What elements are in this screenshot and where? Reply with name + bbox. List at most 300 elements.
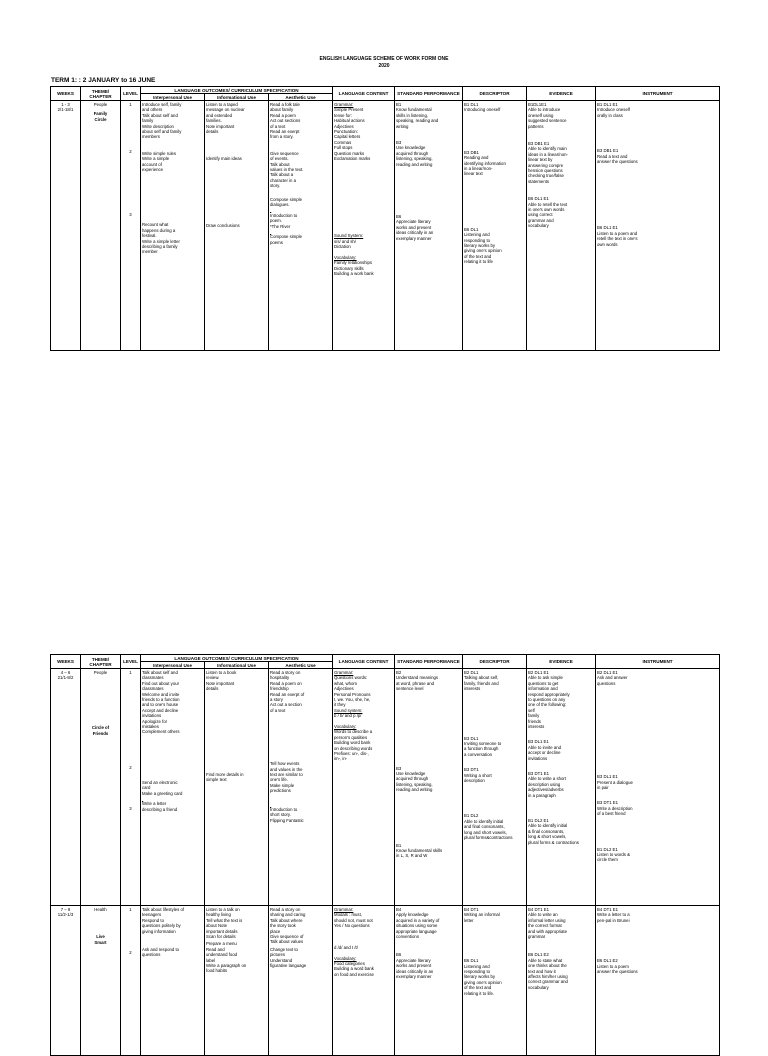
cell-text-line: Building word bank <box>334 740 371 746</box>
cell-text-line: Able to identify initial <box>464 818 504 824</box>
cell-text-line: B2 DL1 E1 <box>528 669 549 675</box>
cell-block <box>528 196 594 228</box>
cell-text-line: poem. <box>270 218 282 224</box>
cell-text-line: person's qualities <box>334 734 368 740</box>
cell-text-line: about Note <box>206 923 228 929</box>
cell-text-line: friendship <box>270 686 289 692</box>
cell-text-line: B3 DL1 <box>464 735 479 741</box>
cell-text-line: and to one's house <box>142 702 179 708</box>
cell-text-line: label <box>206 957 216 963</box>
standard-cell <box>395 669 463 906</box>
cell-block <box>464 767 525 783</box>
cell-text-line: reading and writing <box>396 787 433 793</box>
header-informational: Informational Use <box>205 94 269 101</box>
cell-block <box>270 947 331 969</box>
cell-text-line: writing <box>396 123 409 129</box>
cell-text-line: Sound system: <box>334 707 363 713</box>
cell-block <box>464 227 525 265</box>
cell-text-line: Talking about self, <box>464 675 499 681</box>
cell-text-line: Flipping Fantastic <box>270 817 304 823</box>
header-standard: STANDARD PERFORMANCE <box>395 87 463 101</box>
cell-text-line: Family relationships <box>334 260 373 266</box>
cell-text-line: Tell what the text is <box>206 917 243 923</box>
cell-text-line: self <box>528 707 535 713</box>
cell-text-line: Listen to words & <box>597 851 630 857</box>
cell-text-line: Write a paragraph on <box>206 962 247 968</box>
cell-text-line: Able to state what <box>528 957 563 963</box>
cell-block <box>396 907 461 939</box>
cell-text-line: ideas critically in an <box>396 968 434 974</box>
cell-text-line: Introduction to <box>270 212 298 218</box>
cell-block <box>122 765 139 770</box>
cell-text-line: simple text <box>206 776 227 782</box>
cell-text-line: affects him/her using <box>528 973 568 979</box>
cell-block <box>122 149 139 154</box>
standard-cell <box>395 906 463 1056</box>
cell-text-line: B6 DL1 E2 <box>528 952 549 958</box>
cell-text-line: Read a poem <box>270 112 296 118</box>
cell-text-line: of the text and <box>464 253 492 259</box>
cell-text-line: Smart <box>94 939 107 945</box>
cell-text-line: details <box>206 686 219 692</box>
cell-text-line: Listening and <box>464 232 490 238</box>
cell-text-line: B6 DL1 <box>464 958 479 964</box>
cell-text-line: Identify main ideas <box>206 156 242 162</box>
header-evidence: EVIDENCE <box>527 87 596 101</box>
cell-text-line: Recount what <box>142 222 169 228</box>
term-label: TERM 1: : 2 JANUARY to 16 JUNE <box>51 77 156 84</box>
cell-text-line: Write simple rules <box>142 150 177 156</box>
cell-block <box>396 766 461 793</box>
cell-text-line: vocabulary <box>528 984 549 990</box>
cell-text-line: friends to a function <box>142 696 180 702</box>
cell-text-line: Present a dialogue <box>597 779 633 785</box>
cell-text-line: Vocabulary: <box>334 955 357 961</box>
cell-text-line: Talk about self and <box>142 669 178 675</box>
cell-text-line: at word, phrase and <box>396 680 435 686</box>
cell-text-line: information and <box>528 686 558 692</box>
cell-text-line: festival. <box>142 233 157 239</box>
cell-text-line: pen-pal in Brunei <box>597 917 630 923</box>
theme-cell <box>81 101 121 351</box>
cell-text-line: Write a simple letter <box>142 238 180 244</box>
cell-text-line: Live <box>96 934 105 940</box>
cell-block <box>464 907 525 923</box>
cell-text-line: Introduce oneself <box>597 107 630 113</box>
cell-block <box>597 847 718 863</box>
cell-block <box>528 670 594 729</box>
cell-text-line: Read a story on <box>270 906 301 912</box>
theme-cell <box>81 906 121 1056</box>
cell-text-line: grammar <box>528 933 546 939</box>
cell-text-line: Inviting someone to <box>464 740 502 746</box>
cell-text-line: Read an exerpt <box>270 128 300 134</box>
cell-text-line: text are similar to <box>270 771 303 777</box>
aesthetic-cell <box>269 906 333 1056</box>
cell-text-line: Welcome and invite <box>142 691 180 697</box>
cell-block <box>122 806 139 811</box>
cell-block <box>206 670 267 692</box>
cell-text-line: one's life. <box>270 777 289 783</box>
cell-text-line: predictions <box>270 788 291 794</box>
cell-text-line: of the text and <box>464 985 492 991</box>
cell-block <box>206 102 267 134</box>
cell-text-line: friends <box>528 718 541 724</box>
cell-text-line: I, we. You, she, he, <box>334 696 371 702</box>
cell-text-line: Able to write a short <box>528 776 567 782</box>
cell-block <box>122 907 139 912</box>
cell-text-line: B3 DT1 E1 <box>597 800 619 806</box>
cell-text-line: Able to invite and <box>528 744 561 750</box>
evidence-cell <box>527 906 596 1056</box>
cell-text-line: member <box>142 249 158 255</box>
cell-text-line: family, friends and <box>464 680 499 686</box>
cell-text-line: situations using some <box>396 923 438 929</box>
cell-text-line: Adjectives <box>334 686 354 692</box>
level-cell <box>121 669 141 906</box>
cell-text-line: orally in class <box>597 112 623 118</box>
cell-text-line: happens during a <box>142 227 176 233</box>
cell-text-line: 11/2-1/3 <box>57 912 74 918</box>
cell-text-line: Able to retell the text <box>528 201 568 207</box>
cell-text-line: and final consonants, <box>464 824 505 830</box>
cell-block <box>142 907 203 934</box>
cell-text-line: informal letter using <box>528 917 566 923</box>
document-title: ENGLISH LANGUAGE SCHEME OF WORK FORM ONE <box>319 56 449 62</box>
cell-text-line: Reading and <box>464 155 489 161</box>
cell-text-line: and extended <box>206 112 233 118</box>
cell-text-line: Write a letter to a <box>597 912 630 918</box>
cell-text-line: Act out sections <box>270 118 301 124</box>
cell-text-line: reading and writing <box>396 161 433 167</box>
cell-text-line: of a text <box>270 123 286 129</box>
cell-text-line: Grammar: <box>334 669 354 675</box>
informational-cell <box>205 906 269 1056</box>
cell-block <box>597 670 718 686</box>
cell-block <box>334 233 393 276</box>
cell-text-line: sharing and caring <box>270 912 306 918</box>
cell-text-line: Write description <box>142 123 174 129</box>
cell-text-line: Adjectives <box>334 123 354 129</box>
cell-text-line: figurative language <box>270 962 307 968</box>
cell-text-line: Prefixes: un-, dis-, <box>334 751 369 756</box>
cell-block <box>396 843 461 859</box>
cell-text-line: a conversation <box>464 751 492 757</box>
interpersonal-cell <box>141 669 205 906</box>
cell-text-line: B3 DT1 <box>464 767 479 773</box>
cell-text-line: values in the text. <box>270 166 304 172</box>
aesthetic-cell <box>269 669 333 906</box>
cell-block <box>142 222 203 254</box>
level-cell <box>121 101 141 351</box>
cell-text-line: B3 <box>396 139 402 145</box>
cell-text-line: Introduce self, family <box>142 101 182 107</box>
cell-text-line: works and present <box>396 224 432 230</box>
cell-text-line: Capital letters <box>334 134 361 140</box>
cell-text-line: Tell how events <box>270 761 300 767</box>
header-level: LEVEL <box>121 655 141 669</box>
cell-text-line: Talk about values <box>270 939 304 945</box>
cell-text-line: should not, must not <box>334 917 373 923</box>
cell-text-line: classmates <box>142 686 164 692</box>
cell-text-line: family <box>528 713 540 719</box>
cell-text-line: Prepare a menu <box>206 941 237 947</box>
cell-text-line: B6 <box>396 213 402 219</box>
descriptor-cell <box>463 669 527 906</box>
cell-text-line: Understand meanings <box>396 675 439 681</box>
header-aesthetic: Aesthetic Use <box>269 662 333 669</box>
cell-block <box>122 102 139 107</box>
cell-block <box>597 958 718 974</box>
cell-text-line: Listen to a talk on <box>206 906 240 912</box>
cell-text-line: and values in the <box>270 766 303 772</box>
cell-text-line: interests <box>464 686 481 692</box>
cell-text-line: 2/1-18/1 <box>57 107 74 113</box>
cell-text-line: Building a word bank <box>334 966 374 972</box>
cell-text-line: describing a family <box>142 244 178 249</box>
cell-text-line: patterns <box>528 123 544 129</box>
cell-text-line: B1DL1E1 <box>528 101 547 107</box>
cell-text-line: Full stops <box>334 145 353 151</box>
table-row <box>51 906 720 1056</box>
cell-text-line: Scan for details <box>206 933 236 939</box>
cell-text-line: on food and exercise <box>334 971 374 977</box>
cell-text-line: grammar and <box>528 217 554 223</box>
cell-text-line: Circle <box>94 116 107 122</box>
cell-text-line: food habits <box>206 968 228 974</box>
header-theme: THEME/ CHAPTER <box>81 87 121 101</box>
cell-text-line: Able to ask simple <box>528 675 563 681</box>
cell-text-line: Writing an informal <box>464 912 500 918</box>
cell-text-line: a function through <box>464 746 499 752</box>
cell-text-line: Write a letter <box>142 801 167 807</box>
cell-block <box>464 150 525 177</box>
cell-text-line: Able to introduce <box>528 107 561 113</box>
cell-block <box>528 907 594 939</box>
theme-cell <box>81 669 121 906</box>
cell-text-line: Use knowledge <box>396 145 426 151</box>
cell-text-line: 1 <box>129 669 132 675</box>
cell-text-line: Talk about a <box>270 172 294 178</box>
cell-text-line: B3 DB1 <box>464 149 479 155</box>
cell-block <box>122 212 139 217</box>
cell-text-line: Personal Pronouns <box>334 691 371 697</box>
informational-cell <box>205 101 269 351</box>
cell-text-line: Able to write an <box>528 912 558 918</box>
cell-text-line: relating it to life <box>464 259 493 265</box>
cell-text-line: Read an exerpt of <box>270 691 305 697</box>
cell-block <box>597 774 718 790</box>
cell-text-line: *The River <box>270 223 291 229</box>
cell-text-line: in pair <box>597 784 609 790</box>
cell-block <box>142 102 203 140</box>
document-year: 2020 <box>378 63 390 69</box>
cell-text-line: acquired through <box>396 776 429 782</box>
cell-block <box>396 670 461 692</box>
cell-text-line: place <box>270 928 281 934</box>
cell-text-line: questions <box>142 952 161 958</box>
table-row <box>51 669 720 906</box>
cell-text-line: Exclamation marks <box>334 155 371 161</box>
cell-text-line: Introduction to <box>270 807 298 812</box>
standard-cell <box>395 101 463 351</box>
cell-text-line: long & short vowels, <box>528 834 567 840</box>
cell-text-line: Building a work bank <box>334 271 374 277</box>
cell-text-line: Yes / No questions <box>334 923 370 929</box>
cell-text-line: a story <box>270 696 283 702</box>
cell-text-line: linear text by <box>528 157 553 163</box>
cell-text-line: Listen to a taped <box>206 101 238 107</box>
cell-text-line: Act out a section <box>270 702 302 708</box>
weeks-cell <box>51 906 81 1056</box>
cell-text-line: about self and family <box>142 128 182 134</box>
cell-text-line: letter <box>464 917 474 923</box>
header-descriptor: DESCRIPTOR <box>463 87 527 101</box>
cell-text-line: Understand <box>270 957 293 963</box>
cell-text-line: the correct format <box>528 923 562 929</box>
cell-block <box>270 197 331 246</box>
cell-text-line: Apply knowledge <box>396 912 429 918</box>
cell-text-line: hospitality <box>270 675 290 681</box>
cell-block <box>142 780 203 812</box>
cell-text-line: about family <box>270 107 294 113</box>
cell-text-line: hension questions <box>528 167 563 173</box>
cell-text-line: to questions on any <box>528 696 566 702</box>
cell-text-line: of events. <box>270 156 289 162</box>
cell-text-line: Habitual actions <box>334 118 365 124</box>
cell-text-line: linear text <box>464 171 483 177</box>
header-row <box>51 655 720 662</box>
cell-block <box>122 950 139 955</box>
cell-text-line: Apologize for <box>142 718 168 724</box>
cell-text-line: vocabulary <box>528 223 549 229</box>
cell-text-line: correct grammar and <box>528 979 568 985</box>
cell-text-line: listening, speaking, <box>396 781 433 787</box>
cell-text-line: Make simple <box>270 782 295 788</box>
cell-text-line: Know fundamental skills <box>396 847 443 853</box>
cell-text-line: Grammar: <box>334 906 354 912</box>
cell-text-line: Writing a short <box>464 772 492 778</box>
cell-block <box>206 223 267 228</box>
cell-text-line: classmates <box>142 675 164 681</box>
table-row <box>51 101 720 351</box>
cell-block <box>528 739 594 761</box>
content-cell <box>333 906 395 1056</box>
cell-text-line: works and present <box>396 963 432 969</box>
cell-text-line: 2 <box>129 950 132 956</box>
header-weeks: WEEKS <box>51 87 81 101</box>
cell-text-line: Talk about self and <box>142 112 178 118</box>
cell-text-line: questions politely by <box>142 923 181 929</box>
cell-text-line: 2 <box>129 765 132 771</box>
cell-block <box>597 148 718 164</box>
cell-text-line: card <box>142 785 151 791</box>
cell-text-line: description using <box>528 781 561 787</box>
header-aesthetic: Aesthetic Use <box>269 94 333 101</box>
descriptor-cell <box>463 101 527 351</box>
cell-text-line: invitations <box>142 713 162 719</box>
cell-text-line: 2 <box>129 149 132 155</box>
cell-text-line: Read a poem on <box>270 680 302 686</box>
cell-text-line: Listening and <box>464 963 490 969</box>
cell-block <box>528 952 594 990</box>
cell-text-line: questions to get <box>528 680 559 686</box>
cell-text-line: B4 DT1 E1 <box>528 906 550 912</box>
cell-text-line: B1 DL2 <box>464 813 479 819</box>
cell-text-line: using correct <box>528 212 553 218</box>
cell-text-line: skills in listening, <box>396 112 429 118</box>
cell-text-line: in L, S, R and W <box>396 853 428 859</box>
cell-text-line: Vocabulary: <box>334 255 357 260</box>
cell-text-line: Read and <box>206 946 225 952</box>
cell-text-line: one thinks about the <box>528 963 567 969</box>
cell-block <box>270 670 331 713</box>
cell-text-line: text and how it <box>528 968 556 974</box>
cell-text-line: s/s/ and sh/ <box>334 238 357 244</box>
cell-block <box>464 736 525 758</box>
header-evidence: EVIDENCE <box>527 655 596 669</box>
header-interpersonal: Interpersonal Use <box>141 94 205 101</box>
cell-text-line: Sound System: <box>334 233 364 239</box>
cell-text-line: Health <box>94 906 107 912</box>
cell-text-line: B2 <box>396 669 402 675</box>
cell-text-line: short story. <box>270 812 291 818</box>
cell-block <box>206 941 267 973</box>
cell-block <box>597 907 718 923</box>
cell-text-line: 1 <box>129 906 132 912</box>
cell-text-line: message on nuclear <box>206 107 245 113</box>
cell-text-line: review. <box>206 675 220 681</box>
scheme-table-term1 <box>50 86 720 351</box>
cell-text-line: Make a greeting card <box>142 790 183 796</box>
content-cell <box>333 101 395 351</box>
cell-block <box>206 772 267 783</box>
cell-text-line: Ask and respond to <box>142 946 180 952</box>
cell-block <box>464 670 525 692</box>
cell-text-line: Commas <box>334 139 352 145</box>
cell-text-line: ideas in a linear/non- <box>528 151 568 157</box>
cell-text-line: conventions <box>396 933 419 939</box>
cell-text-line: Simple Present <box>334 107 364 113</box>
cell-text-line: from a story. <box>270 134 294 140</box>
cell-text-line: Questions words: <box>334 675 368 681</box>
content-cell <box>333 669 395 906</box>
cell-text-line: Note important <box>206 123 235 129</box>
cell-text-line: story. <box>270 183 281 189</box>
cell-text-line: B6 <box>396 952 402 958</box>
cell-text-line: B1 DL2 E1 <box>528 818 549 824</box>
cell-block <box>528 771 594 798</box>
cell-text-line: of a text <box>270 707 286 713</box>
header-instrument: INSTRUMENT <box>596 655 720 669</box>
cell-text-line: People <box>93 101 108 107</box>
cell-text-line: Find more details in <box>206 771 244 777</box>
cell-text-line: Compose simple <box>270 196 303 202</box>
cell-text-line: long and short vowels, <box>464 829 507 835</box>
cell-text-line: responding to <box>464 968 491 974</box>
cell-text-line: Modals : must, <box>334 912 362 918</box>
evidence-cell <box>527 101 596 351</box>
cell-text-line: accept or decline <box>528 750 561 756</box>
header-content: LANGUAGE CONTENT <box>333 87 395 101</box>
cell-block <box>464 813 525 840</box>
cell-text-line: invitations <box>528 755 548 761</box>
cell-text-line: 3 <box>129 211 132 217</box>
cell-text-line: members <box>142 134 160 140</box>
cell-text-line: ideas critically in an <box>396 230 434 236</box>
cell-text-line: healthy living <box>206 912 231 918</box>
header-instrument: INSTRUMENT <box>596 87 720 101</box>
